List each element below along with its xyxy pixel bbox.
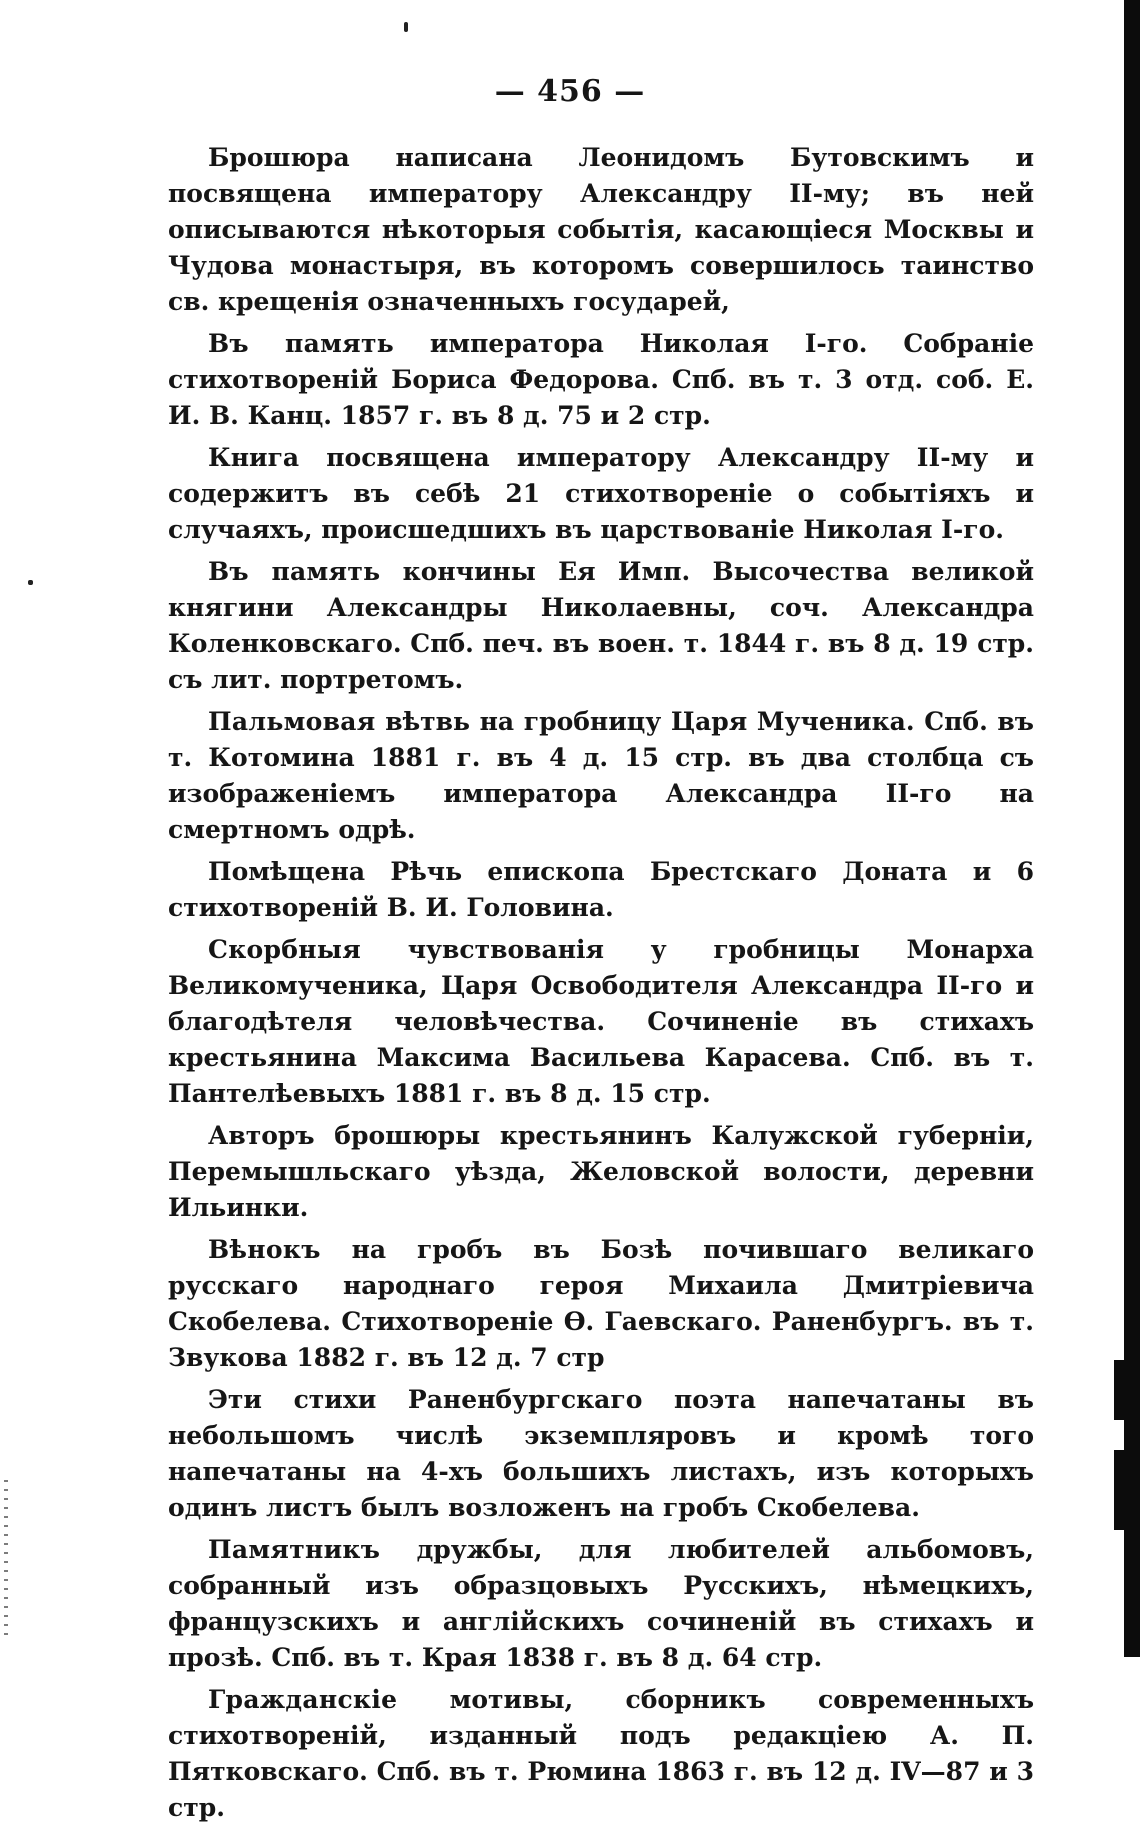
entry-text: Брошюра написана Леонидомъ Бутовскимъ и посвящена императору Александру II-му; въ ней описываются нѣкоторыя событія, касающіеся Москвы и Чудова монастыря, въ которомъ совершилось таинство св. крещенія означенныхъ государей, bbox=[168, 143, 1034, 316]
scan-right-edge-notch bbox=[1114, 1360, 1124, 1420]
scan-right-edge bbox=[1124, 0, 1140, 1657]
entry-lead: Вѣнокъ bbox=[208, 1235, 321, 1264]
entry-lead: Въ память bbox=[208, 557, 381, 586]
scan-edge-speckles bbox=[4, 1480, 8, 1640]
scan-speck bbox=[28, 580, 33, 585]
entry-paragraph bbox=[168, 1118, 1034, 1226]
entry-paragraph bbox=[168, 326, 1034, 434]
scan-speck bbox=[404, 22, 408, 32]
entry-text: Эти стихи Раненбургскаго поэта напечатаны въ небольшомъ числѣ экземпляровъ и кромѣ того напечатаны на 4-хъ большихъ листахъ, изъ которыхъ одинъ листъ былъ возложенъ на гробъ Скобелева. bbox=[168, 1385, 1034, 1522]
entry-text: чувствованія у гробницы Монарха Великомученика, Царя Освободителя Александра II-го и благодѣтеля человѣчества. Сочиненіе въ стихахъ крестьянина Максима Васильева Карасева. Спб. въ т. Пантелѣевыхъ 1881 г. въ 8 д. 15 стр. bbox=[168, 935, 1034, 1108]
entry-paragraph bbox=[168, 140, 1034, 320]
entry-text: мотивы, сборникъ современныхъ стихотвореній, изданный подъ редакціею А. П. Пятковскаго. Спб. въ т. Рюмина 1863 г. въ 12 д. IV—87 и 3 стр. bbox=[168, 1685, 1034, 1822]
entry-text: Помѣщена Рѣчь епископа Брестскаго Доната и 6 стихотвореній В. И. Головина. bbox=[168, 857, 1034, 922]
entry-paragraph bbox=[168, 440, 1034, 548]
entry-paragraph bbox=[168, 554, 1034, 698]
entry-text: кончины Ея Имп. Высочества великой княгини Александры Николаевны, соч. Александра Коленковскаго. Спб. печ. въ воен. т. 1844 г. въ 8 д. 19 стр. съ лит. портретомъ. bbox=[168, 557, 1034, 694]
entry-text: Книга посвящена императору Александру II-му и содержитъ въ себѣ 21 стихотвореніе о событіяхъ и случаяхъ, происшедшихъ въ царствованіе Николая I-го. bbox=[168, 443, 1034, 544]
entry-text: вѣтвь на гробницу Царя Мученика. Спб. въ т. Котомина 1881 г. въ 4 д. 15 стр. въ два столбца съ изображеніемъ императора Александра II-го на смертномъ одрѣ. bbox=[168, 707, 1034, 844]
entry-text: Авторъ брошюры крестьянинъ Калужской губерніи, Перемышльскаго уѣзда, Желовской волости, деревни Ильинки. bbox=[168, 1121, 1034, 1222]
entry-lead: Пальмовая bbox=[208, 707, 376, 736]
entry-text: на гробъ въ Бозѣ почившаго великаго русскаго народнаго героя Михаила Дмитріевича Скобелева. Стихотвореніе Ѳ. Гаевскаго. Раненбургъ. въ т. Звукова 1882 г. въ 12 д. 7 стр bbox=[168, 1235, 1034, 1372]
entry-lead: Въ память bbox=[208, 329, 394, 358]
entry-paragraph bbox=[168, 854, 1034, 926]
entry-paragraph bbox=[168, 1232, 1034, 1376]
entry-lead: Скорбныя bbox=[208, 935, 362, 964]
scan-right-edge-notch bbox=[1114, 1450, 1124, 1530]
entry-paragraph bbox=[168, 704, 1034, 848]
page-body bbox=[168, 140, 1034, 1832]
entry-paragraph bbox=[168, 1682, 1034, 1826]
page-number: — 456 — bbox=[494, 74, 646, 109]
entry-paragraph bbox=[168, 1382, 1034, 1526]
entry-text: императора Николая I-го. Собраніе стихотвореній Бориса Федорова. Спб. въ т. 3 отд. соб. Е. И. В. Канц. 1857 г. въ 8 д. 75 и 2 стр. bbox=[168, 329, 1034, 430]
entry-lead: Памятникъ bbox=[208, 1535, 381, 1564]
entry-lead: Гражданскіе bbox=[208, 1685, 398, 1714]
entry-paragraph bbox=[168, 1532, 1034, 1676]
entry-paragraph bbox=[168, 932, 1034, 1112]
entry-text: дружбы, для любителей альбомовъ, собранный изъ образцовыхъ Русскихъ, нѣмецкихъ, французскихъ и англійскихъ сочиненій въ стихахъ и прозѣ. Спб. въ т. Края 1838 г. въ 8 д. 64 стр. bbox=[168, 1535, 1034, 1672]
